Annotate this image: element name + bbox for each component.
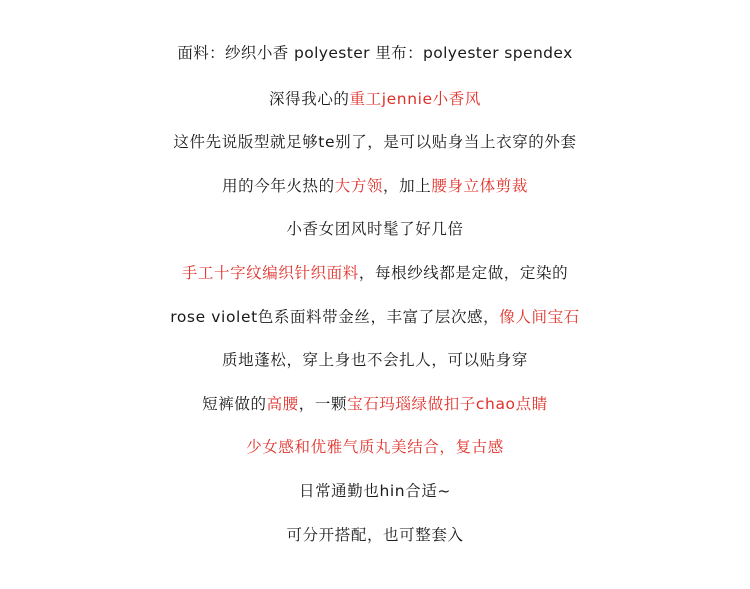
highlight-text: 宝石玛瑙绿做扣子chao点睛	[347, 395, 548, 413]
description-line	[0, 88, 750, 110]
description-line	[0, 218, 750, 240]
line-text: ，加上	[383, 177, 432, 195]
description-line	[0, 480, 750, 502]
line-text: ，每根纱线都是定做，定染的	[358, 264, 569, 282]
description-line	[0, 436, 750, 458]
highlight-text: 少女感和优雅气质丸美结合，复古感	[246, 438, 504, 456]
line-text: 深得我心的	[269, 90, 350, 108]
line-text: 可分开搭配，也可整套入	[286, 526, 464, 544]
line-text: 质地蓬松，穿上身也不会扎人，可以贴身穿	[222, 351, 528, 369]
line-text: 短裤做的	[202, 395, 267, 413]
description-line	[0, 175, 750, 197]
line-text: 面料：纱织小香 polyester 里布：polyester spendex	[177, 44, 573, 62]
line-text: 小香女团风时髦了好几倍	[286, 220, 464, 238]
description-line	[0, 349, 750, 371]
highlight-text: 高腰	[266, 395, 299, 413]
description-line	[0, 306, 750, 328]
highlight-text: 手工十字纹编织针织面料	[181, 264, 359, 282]
description-line	[0, 42, 750, 64]
description-line	[0, 262, 750, 284]
description-line	[0, 393, 750, 415]
line-text: 这件先说版型就足够te别了，是可以贴身当上衣穿的外套	[173, 133, 577, 151]
line-text: ，一颗	[298, 395, 348, 413]
description-line	[0, 524, 750, 546]
highlight-text: 大方领	[334, 177, 384, 195]
line-text: 日常通勤也hin合适~	[298, 482, 452, 500]
description-line	[0, 131, 750, 153]
highlight-text: 重工jennie小香风	[349, 90, 481, 108]
highlight-text: 腰身立体剪裁	[431, 177, 528, 195]
highlight-text: 像人间宝石	[499, 308, 580, 326]
line-text: 用的今年火热的	[222, 177, 335, 195]
line-text: rose violet色系面料带金丝，丰富了层次感，	[170, 308, 500, 326]
